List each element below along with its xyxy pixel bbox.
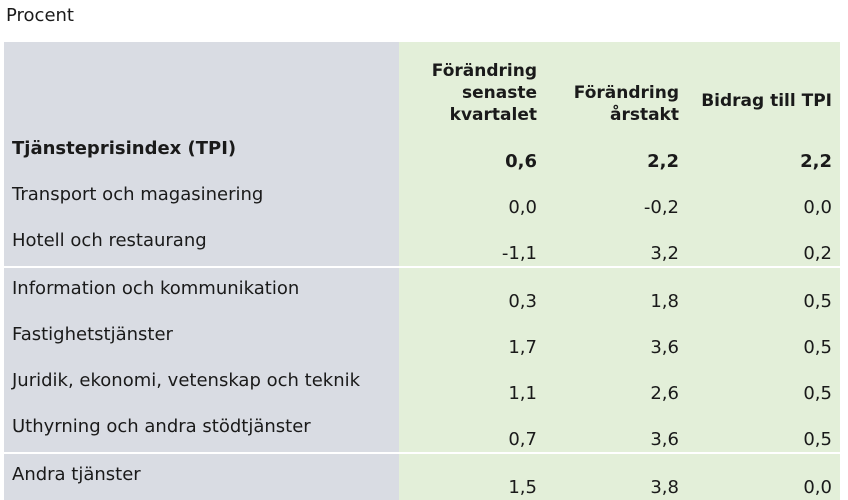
cell-quarterly: 0,7 <box>399 406 545 453</box>
row-label: Andra tjänster <box>4 453 399 500</box>
row-label: Juridik, ekonomi, vetenskap och teknik <box>4 360 399 406</box>
row-label: Information och kommunikation <box>4 267 399 314</box>
cell-quarterly: -1,1 <box>399 220 545 267</box>
row-label: Transport och magasinering <box>4 174 399 220</box>
table-row <box>4 406 840 453</box>
price-index-table <box>4 42 840 500</box>
cell-contribution: 2,2 <box>687 128 840 174</box>
cell-contribution: 0,5 <box>687 267 840 314</box>
cell-annual: 1,8 <box>545 267 687 314</box>
row-label: Uthyrning och andra stödtjänster <box>4 406 399 453</box>
table-row <box>4 128 840 174</box>
cell-quarterly: 1,5 <box>399 453 545 500</box>
header-quarterly-line-3: kvartalet <box>449 105 537 125</box>
cell-annual: 3,6 <box>545 314 687 360</box>
cell-annual: 3,2 <box>545 220 687 267</box>
table-row <box>4 267 840 314</box>
cell-annual: 2,6 <box>545 360 687 406</box>
header-category <box>4 42 399 128</box>
table-row <box>4 314 840 360</box>
cell-contribution: 0,2 <box>687 220 840 267</box>
row-label: Fastighetstjänster <box>4 314 399 360</box>
cell-annual: 3,8 <box>545 453 687 500</box>
header-quarterly-change <box>399 42 545 128</box>
header-quarterly-line-1: Förändring <box>431 61 537 81</box>
header-quarterly-line-2: senaste <box>462 83 537 103</box>
table-row <box>4 220 840 267</box>
header-annual-change <box>545 42 687 128</box>
cell-quarterly: 1,1 <box>399 360 545 406</box>
row-label: Tjänsteprisindex (TPI) <box>4 128 399 174</box>
cell-quarterly: 0,0 <box>399 174 545 220</box>
header-contribution <box>687 42 840 128</box>
cell-quarterly: 0,6 <box>399 128 545 174</box>
header-row <box>4 42 840 128</box>
table-row <box>4 360 840 406</box>
cell-annual: 2,2 <box>545 128 687 174</box>
cell-contribution: 0,5 <box>687 406 840 453</box>
cell-contribution: 0,5 <box>687 360 840 406</box>
header-contribution-label: Bidrag till TPI <box>701 91 832 111</box>
table-row <box>4 174 840 220</box>
row-label: Hotell och restaurang <box>4 220 399 267</box>
cell-contribution: 0,0 <box>687 453 840 500</box>
cell-quarterly: 1,7 <box>399 314 545 360</box>
table-row <box>4 453 840 500</box>
cell-contribution: 0,5 <box>687 314 840 360</box>
unit-caption: Procent <box>6 5 74 26</box>
cell-annual: 3,6 <box>545 406 687 453</box>
cell-annual: -0,2 <box>545 174 687 220</box>
cell-contribution: 0,0 <box>687 174 840 220</box>
cell-quarterly: 0,3 <box>399 267 545 314</box>
header-annual-line-1: Förändring <box>573 83 679 103</box>
header-annual-line-2: årstakt <box>609 105 679 125</box>
